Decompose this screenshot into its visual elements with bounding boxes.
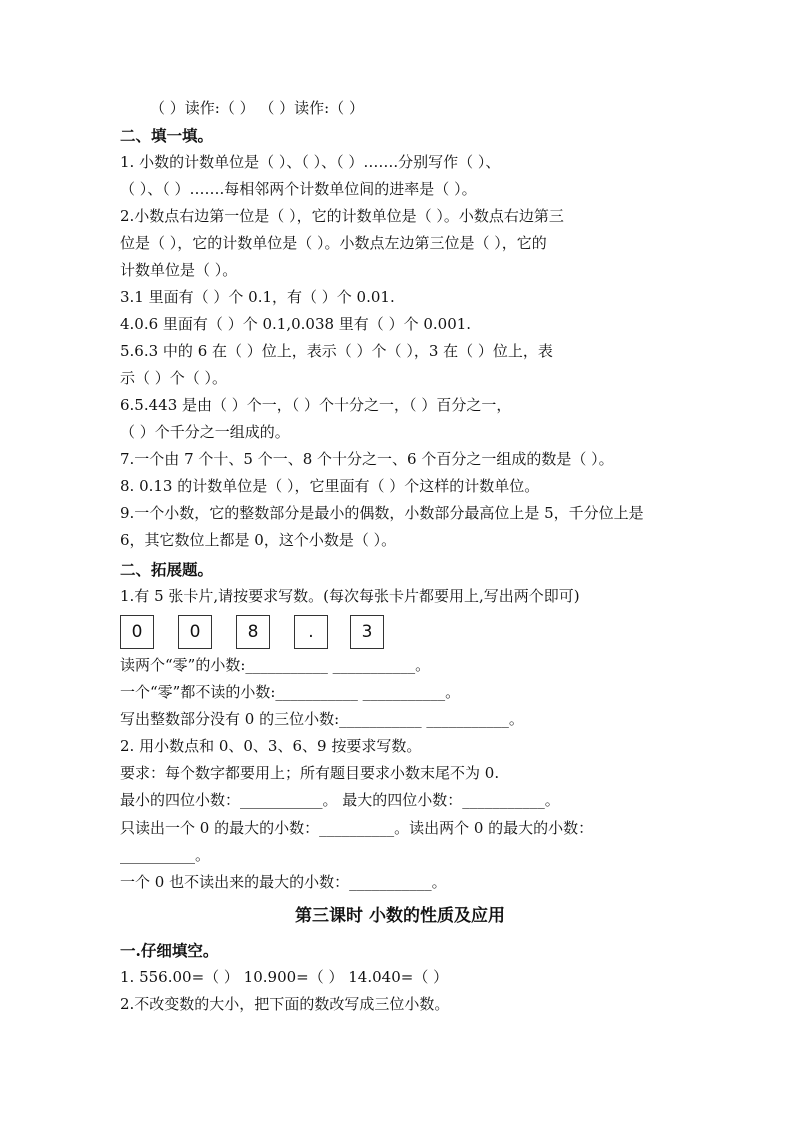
fill-line: 示（ ）个（ ）。: [120, 369, 228, 387]
fill-line: 位是（ ），它的计数单位是（ ）。小数点左边第三位是（ ），它的: [120, 234, 547, 252]
fill-line: 6.5.443 是由（ ）个一，（ ）个十分之一，（ ）百分之一，: [120, 396, 512, 414]
lesson-line: 2.不改变数的大小，把下面的数改写成三位小数。: [120, 995, 450, 1013]
digit-answer-line: 只读出一个 0 的最大的小数：__________。读出两个 0 的最大的小数：: [120, 819, 594, 837]
read-as-line: （ ）读作:（ ） （ ）读作:（ ）: [150, 99, 364, 117]
number-card: 0: [178, 615, 212, 649]
number-card: .: [294, 615, 328, 649]
number-card: 3: [350, 615, 384, 649]
section-extend-heading: 二、拓展题。: [120, 560, 214, 579]
fill-line: 5.6.3 中的 6 在（ ）位上，表示（ ）个（ ），3 在（ ）位上，表: [120, 342, 553, 360]
card-answer-line: 一个“零”都不读的小数:___________ ___________。: [120, 683, 461, 701]
lesson-section-heading: 一.仔细填空。: [120, 941, 219, 960]
fill-line: 3.1 里面有（ ）个 0.1，有（ ）个 0.01.: [120, 288, 395, 306]
number-card: 8: [236, 615, 270, 649]
number-cards: [120, 615, 420, 651]
digit-question: 2. 用小数点和 0、0、3、6、9 按要求写数。: [120, 737, 422, 755]
fill-line: 计数单位是（ ）。: [120, 261, 238, 279]
lesson-title: 第三课时 小数的性质及应用: [295, 906, 505, 926]
digit-answer-line: __________。: [120, 846, 211, 864]
fill-line: （ ）、（ ）…….每相邻两个计数单位间的进率是（ ）。: [120, 180, 477, 198]
fill-line: 8. 0.13 的计数单位是（ ），它里面有（ ）个这样的计数单位。: [120, 477, 540, 495]
digit-answer-line: 最小的四位小数：___________。 最大的四位小数：___________。: [120, 791, 560, 809]
fill-line: 9.一个小数，它的整数部分是最小的偶数，小数部分最高位上是 5，千分位上是: [120, 504, 644, 522]
number-card: 0: [120, 615, 154, 649]
digit-answer-line: 一个 0 也不读出来的最大的小数：___________。: [120, 873, 447, 891]
fill-line: （ ）个千分之一组成的。: [120, 423, 290, 441]
card-question: 1.有 5 张卡片,请按要求写数。(每次每张卡片都要用上,写出两个即可): [120, 587, 580, 605]
lesson-line: 1. 556.00=（ ） 10.900=（ ） 14.040=（ ）: [120, 968, 449, 986]
card-answer-line: 写出整数部分没有 0 的三位小数:___________ ___________。: [120, 710, 524, 728]
card-answer-line: 读两个“零”的小数:___________ ___________。: [120, 656, 431, 674]
fill-line: 6，其它数位上都是 0，这个小数是（ ）。: [120, 531, 397, 549]
digit-requirement: 要求：每个数字都要用上；所有题目要求小数末尾不为 0.: [120, 764, 500, 782]
fill-line: 7.一个由 7 个十、5 个一、8 个十分之一、6 个百分之一组成的数是（ ）。: [120, 450, 614, 468]
fill-line: 1. 小数的计数单位是（ ）、（ ）、（ ）…….分别写作（ ）、: [120, 153, 501, 171]
section-fill-heading: 二、填一填。: [120, 126, 214, 145]
fill-line: 2.小数点右边第一位是（ ），它的计数单位是（ ）。小数点右边第三: [120, 207, 564, 225]
fill-line: 4.0.6 里面有（ ）个 0.1,0.038 里有（ ）个 0.001.: [120, 315, 472, 333]
